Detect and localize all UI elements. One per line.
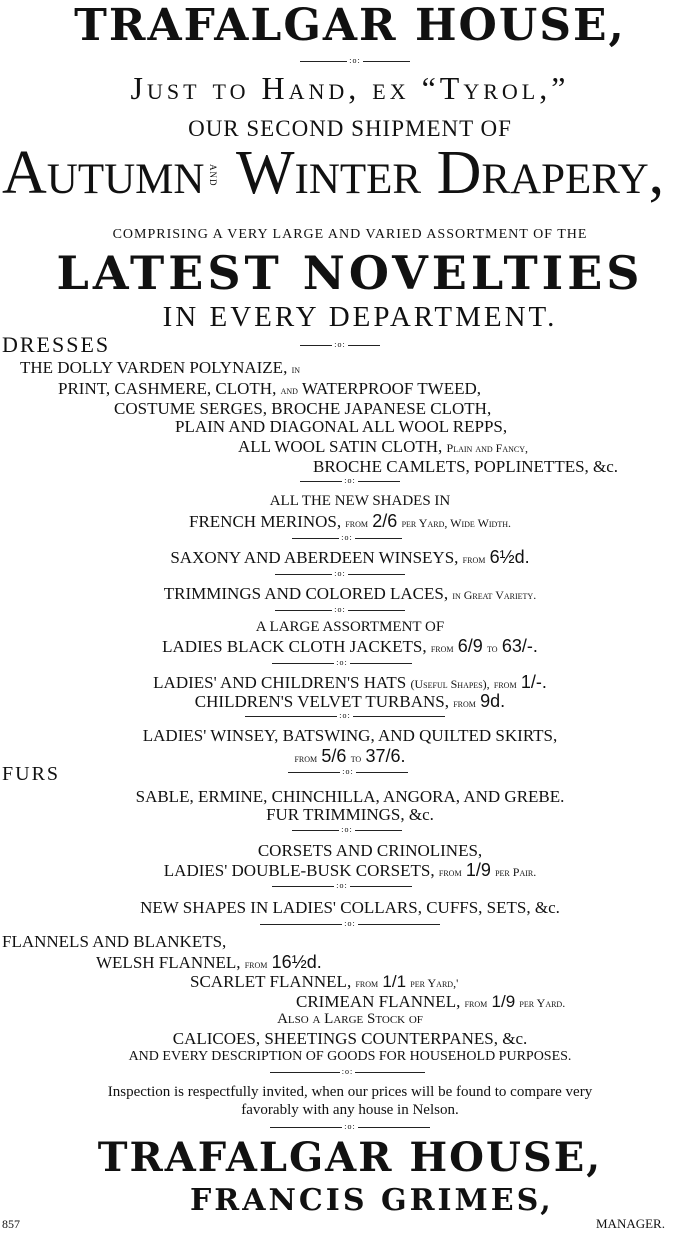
trimmings-line: TRIMMINGS AND COLORED LACES, in Great Variety.: [163, 584, 537, 603]
separator: :o:: [275, 605, 405, 615]
flannels-line-6: AND EVERY DESCRIPTION OF GOODS FOR HOUSEHOLD PURPOSES.: [128, 1049, 572, 1064]
footer-number: 857: [2, 1217, 20, 1231]
footer-title: TRAFALGAR HOUSE,: [97, 1134, 603, 1181]
separator: :o:: [270, 1067, 425, 1077]
inspection-line-2: favorably with any house in Nelson.: [241, 1102, 459, 1118]
header-every-department: IN EVERY DEPARTMENT.: [162, 301, 558, 333]
separator: :o:: [300, 476, 400, 486]
furs-line-2: FUR TRIMMINGS, &c.: [266, 805, 434, 824]
shades-line-1: ALL THE NEW SHADES IN: [269, 493, 451, 509]
flannels-line-2: SCARLET FLANNEL, from 1/1 per Yard,': [190, 972, 459, 991]
dresses-line-6: BROCHE CAMLETS, POPLINETTES, &c.: [313, 457, 619, 476]
flannels-line-3: CRIMEAN FLANNEL, from 1/9 per Yard.: [296, 992, 566, 1011]
separator: :o:: [292, 533, 402, 543]
header-comprising: COMPRISING A VERY LARGE AND VARIED ASSORTMENT OF THE: [112, 227, 588, 242]
separator: :o:: [272, 658, 412, 668]
winseys-line: SAXONY AND ABERDEEN WINSEYS, from 6½d.: [170, 547, 530, 567]
corsets-line-1: CORSETS AND CRINOLINES,: [257, 841, 483, 860]
footer-role: MANAGER.: [596, 1216, 665, 1231]
flannels-line-5: CALICOES, SHEETINGS COUNTERPANES, &c.: [172, 1029, 528, 1048]
separator: :o:: [260, 919, 440, 929]
header-shipment: OUR SECOND SHIPMENT OF: [188, 116, 512, 141]
skirts-line-1: LADIES' WINSEY, BATSWING, AND QUILTED SKIRTS,: [142, 726, 558, 745]
header-autumn: Autumn: [2, 139, 205, 207]
separator: :o:: [300, 340, 380, 350]
jackets-line-1: A LARGE ASSORTMENT OF: [255, 619, 445, 635]
separator: :o:: [270, 1122, 430, 1132]
separator: :o:: [300, 56, 410, 66]
separator: :o:: [292, 825, 402, 835]
separator: :o:: [275, 569, 405, 579]
header-latest-novelties: LATEST NOVELTIES: [56, 246, 644, 300]
inspection-line-1: Inspection is respectfully invited, when our prices will be found to compare very: [107, 1084, 593, 1100]
dresses-line-3: COSTUME SERGES, BROCHE JAPANESE CLOTH,: [114, 399, 492, 418]
dresses-line-2: PRINT, CASHMERE, CLOTH, and WATERPROOF TWEED,: [58, 379, 482, 398]
dresses-heading: DRESSES: [2, 332, 111, 357]
header-drapery-line: [0, 139, 700, 214]
furs-heading: FURS: [2, 763, 61, 785]
flannels-line-1: WELSH FLANNEL, from 16½d.: [96, 952, 322, 972]
corsets-line-2: LADIES' DOUBLE-BUSK CORSETS, from 1/9 per Pair.: [163, 860, 537, 880]
shades-line-2: FRENCH MERINOS, from 2/6 per Yard, Wide Width.: [189, 511, 511, 531]
header-subtitle: Just to Hand, ex “Tyrol,”: [130, 70, 570, 106]
dresses-line-4: PLAIN AND DIAGONAL ALL WOOL REPPS,: [175, 417, 508, 436]
dresses-line-1: THE DOLLY VARDEN POLYNAIZE, in: [20, 358, 301, 377]
separator: :o:: [288, 767, 408, 777]
flannels-line-4: Also a Large Stock of: [277, 1011, 423, 1027]
header-and-word: AND: [208, 164, 218, 187]
separator: :o:: [272, 881, 412, 891]
jackets-line-2: LADIES BLACK CLOTH JACKETS, from 6/9 to 63/-.: [162, 636, 538, 656]
collars-line: NEW SHAPES IN LADIES' COLLARS, CUFFS, SETS, &c.: [140, 898, 560, 917]
hats-line-2: CHILDREN'S VELVET TURBANS, from 9d.: [194, 691, 506, 711]
separator: :o:: [245, 711, 445, 721]
header-winter-drapery: Winter Drapery,: [236, 139, 665, 207]
hats-line-1: LADIES' AND CHILDREN'S HATS (Useful Shapes), from 1/-.: [153, 672, 547, 692]
skirts-line-2: from 5/6 to 37/6.: [294, 746, 406, 766]
dresses-line-5: ALL WOOL SATIN CLOTH, Plain and Fancy,: [238, 437, 528, 456]
footer-name: FRANCIS GRIMES,: [190, 1183, 554, 1218]
flannels-heading: FLANNELS AND BLANKETS,: [2, 932, 227, 951]
header-title: TRAFALGAR HOUSE,: [74, 0, 626, 51]
furs-line-1: SABLE, ERMINE, CHINCHILLA, ANGORA, AND GREBE.: [135, 787, 565, 806]
